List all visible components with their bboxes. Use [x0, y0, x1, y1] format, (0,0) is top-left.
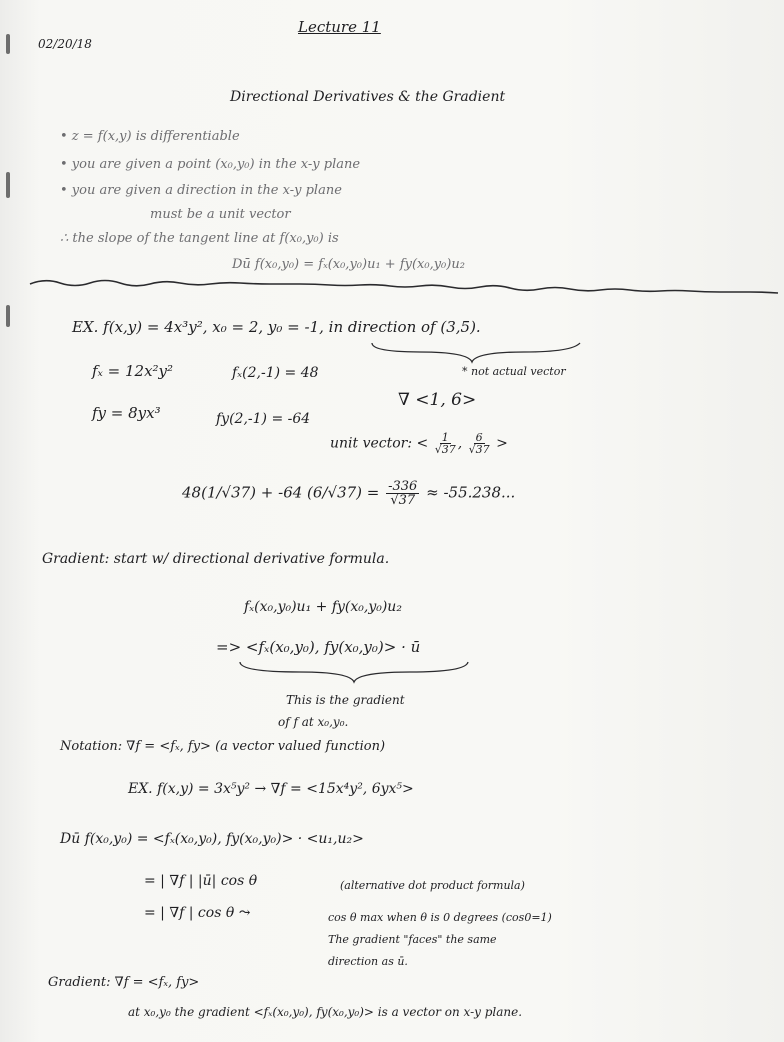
gradient-note: This is the gradient [286, 693, 405, 707]
alt-formula: = | ∇f | |ū| cos θ [144, 873, 258, 889]
gradient-intro: Gradient: start w/ directional derivative formula. [42, 551, 390, 567]
alt-formula-note: The gradient "faces" the same [328, 933, 497, 946]
unit-vector-label: unit vector: < [330, 435, 429, 452]
fy-def: fy = 8yx³ [92, 404, 161, 422]
intro-line: • you are given a point (x₀,y₀) in the x-y plane [60, 157, 361, 172]
fraction-numerator: -336 [388, 479, 418, 494]
intro-line: must be a unit vector [150, 207, 291, 222]
intro-formula: Dū f(x₀,y₀) = fₓ(x₀,y₀)u₁ + fy(x₀,y₀)u₂ [232, 257, 465, 272]
intro-line: • z = f(x,y) is differentiable [60, 129, 240, 144]
page-title: Lecture 11 [298, 18, 381, 36]
intro-line: • you are given a direction in the x-y plane [60, 183, 342, 198]
gradient-example: EX. f(x,y) = 3x⁵y² → ∇f = <15x⁴y², 6yx⁵> [128, 781, 414, 797]
unit-vector: unit vector: < $\frac{1}{√37}$ , $\frac{6}{√37}$ > [330, 431, 508, 456]
example-setup: EX. f(x,y) = 4x³y², x₀ = 2, y₀ = -1, in direction of (3,5). [72, 318, 481, 336]
vector-note: * not actual vector [462, 365, 566, 378]
fraction-denominator: √37 [390, 493, 416, 508]
directional-formula: Dū f(x₀,y₀) = <fₓ(x₀,y₀), fy(x₀,y₀)> · <u₁,u₂> [60, 831, 364, 847]
fraction-numerator: 1 [441, 431, 449, 444]
fy-value: fy(2,-1) = -64 [216, 411, 311, 427]
gradient-summary: Gradient: ∇f = <fₓ, fy> [48, 975, 200, 990]
gradient-note: of f at x₀,y₀. [278, 715, 349, 729]
alt-formula-note: direction as ū. [328, 955, 408, 968]
subtitle: Directional Derivatives & the Gradient [230, 89, 506, 105]
notation: Notation: ∇f = <fₓ, fy> (a vector valued function) [60, 739, 386, 754]
intro-line: ∴ the slope of the tangent line at f(x₀,y₀) is [60, 231, 339, 246]
fraction-numerator: 6 [475, 431, 483, 444]
date: 02/20/18 [38, 37, 92, 51]
fx-def: fₓ = 12x²y² [92, 362, 174, 380]
calc-left: 48(1/√37) + -64 (6/√37) = [182, 483, 380, 502]
fraction-denominator: √37 [434, 443, 456, 456]
alt-formula-note: (alternative dot product formula) [340, 879, 525, 892]
gradient-line1: fₓ(x₀,y₀)u₁ + fy(x₀,y₀)u₂ [244, 599, 402, 615]
gradient-line2: => <fₓ(x₀,y₀), fy(x₀,y₀)> · ū [216, 638, 421, 656]
gradient-summary: at x₀,y₀ the gradient <fₓ(x₀,y₀), fy(x₀,y₀)> is a vector on x-y plane. [128, 1005, 523, 1019]
calc-right: ≈ -55.238... [426, 483, 516, 502]
unit-vector-close: > [496, 435, 508, 452]
vector-direction: ∇ <1, 6> [398, 390, 477, 410]
alt-formula-note: cos θ max when θ is 0 degrees (cos0=1) [328, 911, 552, 924]
fraction-denominator: √37 [468, 443, 490, 456]
alt-formula: = | ∇f | cos θ ⤳ [144, 905, 251, 921]
fx-value: fₓ(2,-1) = 48 [232, 365, 319, 381]
